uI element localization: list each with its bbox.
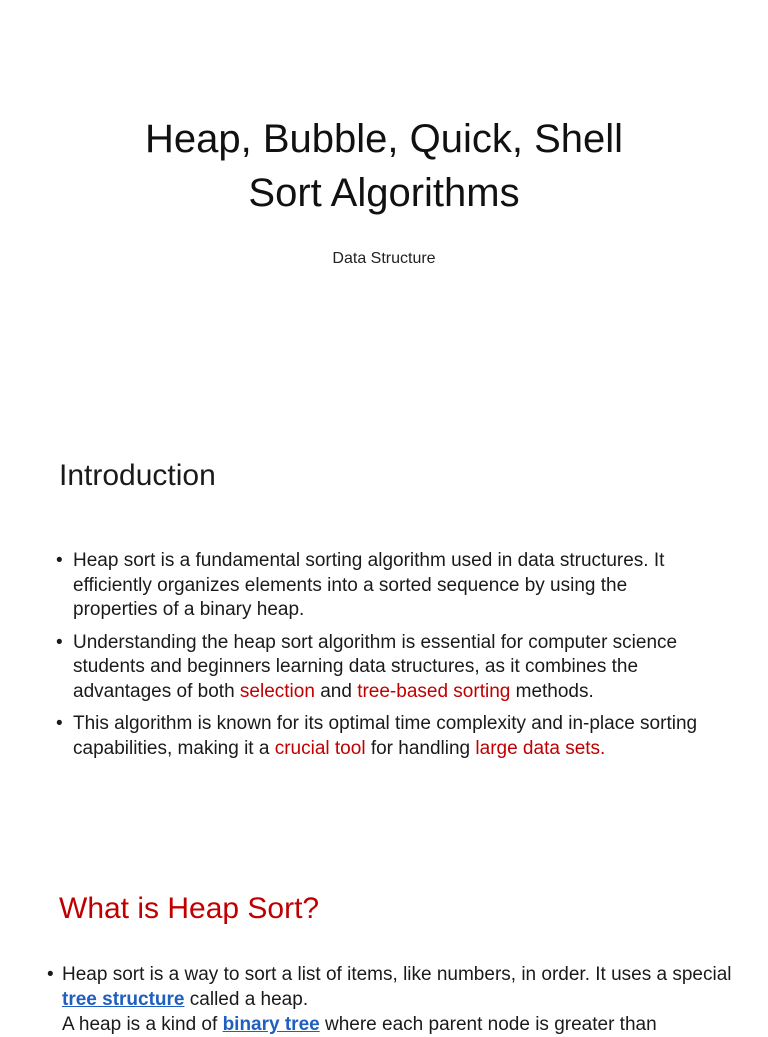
bullet-text: Understanding the heap sort algorithm is essential for computer science students and beginners learning data structures, as it combines the advantages of both (73, 631, 678, 702)
list-item (47, 962, 747, 1037)
bullet-text: This algorithm is known for its optimal time complexity and in-place sorting capabilities, making it a (73, 713, 698, 759)
bullet-icon: • (56, 631, 63, 653)
what-is-heap-sort-slide (0, 850, 768, 1035)
bullet-text: Heap sort is a fundamental sorting algorithm used in data structures. It efficiently organizes elements into a sorted sequence by using the properties of a binary heap. (73, 550, 665, 620)
bullet-icon: • (47, 964, 54, 985)
highlight-text: large data sets. (475, 737, 606, 759)
title-line-1: Heap, Bubble, Quick, Shell (144, 117, 624, 161)
bullet-icon: • (56, 713, 63, 734)
presentation-title (0, 112, 768, 220)
introduction-bullet-list (56, 549, 716, 769)
list-item (56, 712, 716, 761)
introduction-heading: Introduction (59, 459, 216, 492)
introduction-slide (0, 410, 768, 850)
title-slide (0, 0, 768, 410)
heap-sort-bullet-list (47, 962, 747, 1037)
bullet-text: A heap is a kind of (62, 1014, 223, 1035)
bullet-text: Heap sort is a way to sort a list of items, like numbers, in order. It uses a special (62, 964, 732, 985)
bullet-text: for handling (365, 737, 476, 759)
what-is-heap-sort-heading: What is Heap Sort? (59, 892, 320, 925)
bullet-text: and (314, 680, 358, 702)
bullet-text: called a heap. (184, 989, 309, 1010)
list-item (56, 631, 716, 705)
highlight-text: selection (239, 680, 315, 702)
bullet-line-2 (62, 1012, 747, 1037)
highlight-text: crucial tool (274, 737, 366, 759)
tree-structure-link[interactable]: tree structure (62, 989, 185, 1010)
bullet-text: methods. (510, 680, 594, 702)
bullet-icon: • (56, 550, 63, 571)
title-line-2: Sort Algorithms (248, 171, 520, 215)
bullet-line-1 (62, 962, 747, 1012)
presentation-subtitle: Data Structure (332, 250, 436, 267)
bullet-text: where each parent node is greater than (319, 1014, 657, 1035)
highlight-text: tree-based sorting (357, 680, 511, 702)
binary-tree-link[interactable]: binary tree (222, 1014, 320, 1035)
list-item (56, 549, 716, 623)
